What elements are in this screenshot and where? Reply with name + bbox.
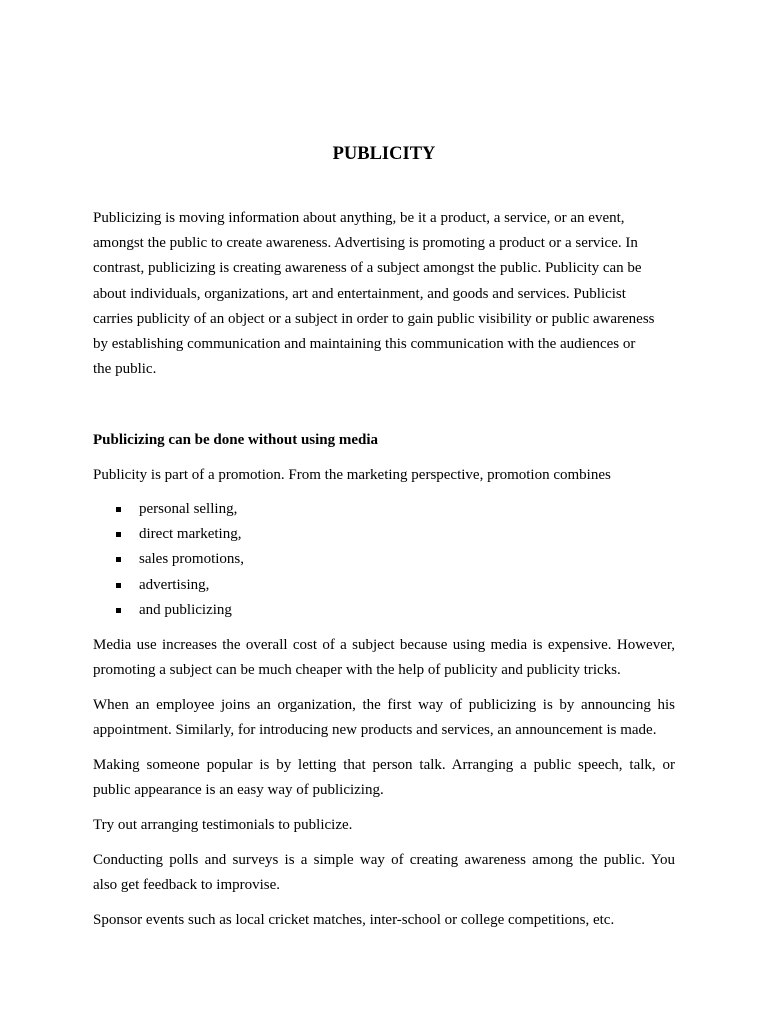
section-heading: Publicizing can be done without using media [93, 432, 379, 448]
list-item-text: advertising, [139, 576, 210, 593]
intro-line: amongst the public to create awareness. Advertising is promoting a product or a service. In [93, 235, 638, 252]
polls-paragraph [93, 848, 675, 898]
list-item [93, 573, 244, 598]
list-item-text: direct marketing, [139, 526, 242, 543]
media-line: promoting a subject can be much cheaper with the help of publicity and publicity tricks. [93, 662, 621, 679]
intro-paragraph [93, 206, 655, 382]
polls-line: Conducting polls and surveys is a simple way of creating awareness among the public. You [93, 852, 675, 868]
promotion-bullet-list [93, 497, 244, 623]
popular-line: public appearance is an easy way of publicizing. [93, 782, 384, 799]
square-bullet-icon [116, 557, 121, 562]
intro-line: carries publicity of an object or a subject in order to gain public visibility or public awareness [93, 310, 655, 327]
list-item-text: personal selling, [139, 501, 238, 517]
popular-paragraph [93, 753, 675, 803]
square-bullet-icon [116, 507, 121, 512]
intro-line: contrast, publicizing is creating awareness of a subject amongst the public. Publicity can be [93, 260, 642, 277]
list-item-text: sales promotions, [139, 551, 244, 568]
intro-line: Publicizing is moving information about anything, be it a product, a service, or an event, [93, 210, 625, 226]
intro-line: the public. [93, 361, 157, 378]
list-item [93, 497, 244, 522]
list-item [93, 598, 244, 623]
list-item [93, 522, 244, 547]
popular-line: Making someone popular is by letting that person talk. Arranging a public speech, talk, or [93, 757, 675, 773]
intro-line: by establishing communication and maintaining this communication with the audiences or [93, 336, 636, 353]
square-bullet-icon [116, 608, 121, 613]
sponsor-paragraph: Sponsor events such as local cricket matches, inter-school or college competitions, etc. [93, 912, 615, 928]
intro-line: about individuals, organizations, art and entertainment, and goods and services. Publicist [93, 285, 626, 302]
document-title: PUBLICITY [332, 144, 436, 164]
employee-paragraph [93, 693, 675, 743]
list-item-text: and publicizing [139, 601, 232, 618]
square-bullet-icon [116, 583, 121, 588]
promotion-intro-paragraph: Publicity is part of a promotion. From the marketing perspective, promotion combines [93, 467, 611, 483]
media-line: Media use increases the overall cost of a subject because using media is expensive. However, [93, 637, 675, 653]
employee-line: When an employee joins an organization, the first way of publicizing is by announcing his [93, 697, 675, 713]
list-item [93, 547, 244, 572]
polls-line: also get feedback to improvise. [93, 877, 281, 894]
testimonials-paragraph: Try out arranging testimonials to publicize. [93, 817, 353, 833]
employee-line: appointment. Similarly, for introducing new products and services, an announcement is made. [93, 722, 657, 739]
square-bullet-icon [116, 532, 121, 537]
media-paragraph [93, 633, 675, 683]
